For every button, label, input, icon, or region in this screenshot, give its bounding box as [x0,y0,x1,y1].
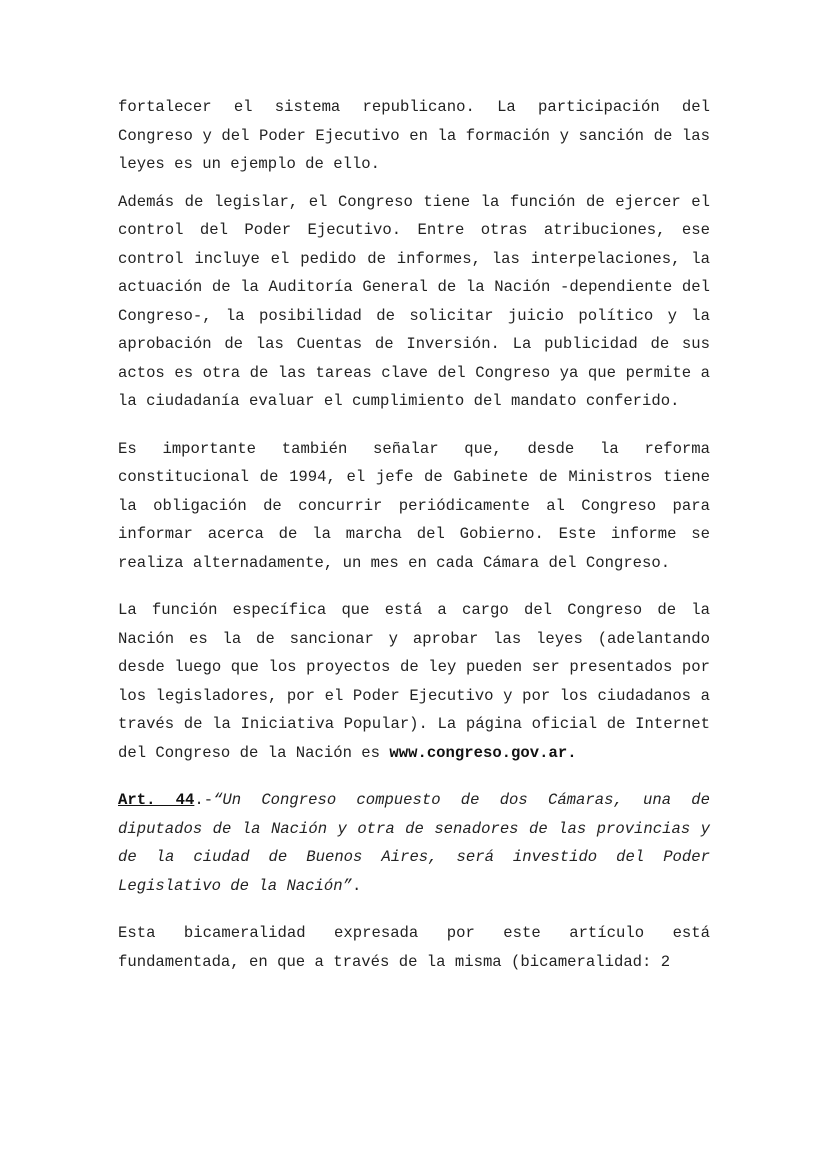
specific-function-text: La función específica que está a cargo del Congreso de la Nación es la de sancionar y aprobar las leyes (adelantando desde luego que los proyectos de ley pueden ser presentados por los legisladores, por el Poder Ejecutivo y por los ciudadanos a través de la Iniciativa Popular). La página oficial de Internet del Congreso de la Nación es [118,601,710,762]
paragraph-specific-function [118,596,710,767]
article-label: Art. 44 [118,791,195,809]
paragraph-bicameral: Esta bicameralidad expresada por este artículo está fundamentada, en que a través de la misma (bicameralidad: 2 [118,924,710,971]
document-page [118,93,710,976]
article-44-paragraph [118,786,710,900]
article-end: . [351,876,362,895]
article-separator: .- [194,791,214,809]
paragraph-chief-of-cabinet: Es importante también señalar que, desde la reforma constitucional de 1994, el jefe de Gabinete de Ministros tiene la obligación de concurrir periódicamente al Congreso para informar acerca de la marcha del Gobierno. Este informe se realiza alternadamente, un mes en cada Cámara del Congreso. [118,439,710,572]
paragraph-control-function: Además de legislar, el Congreso tiene la función de ejercer el control del Poder Ejecutivo. Entre otras atribuciones, ese control incluye el pedido de informes, las interpelaciones, la actuación de la Auditoría General de la Nación -dependiente del Congreso-, la posibilidad de solicitar juicio político y la aprobación de las Cuentas de Inversión. La publicidad de sus actos es otra de las tareas clave del Congreso ya que permite a la ciudadanía evaluar el cumplimiento del mandato conferido. [118,192,710,410]
specific-function-end: . [567,743,577,762]
article-quote: “Un Congreso compuesto de dos Cámaras, una de diputados de la Nación y otra de senadores de las provincias y de la ciudad de Buenos Aires, será investido del Poder Legislativo de la Nación” [118,791,710,895]
congress-website-link[interactable]: www.congreso.gov.ar [389,743,568,762]
paragraph-republican-system: fortalecer el sistema republicano. La participación del Congreso y del Poder Ejecutivo en la formación y sanción de las leyes es un ejemplo de ello. [118,98,710,173]
